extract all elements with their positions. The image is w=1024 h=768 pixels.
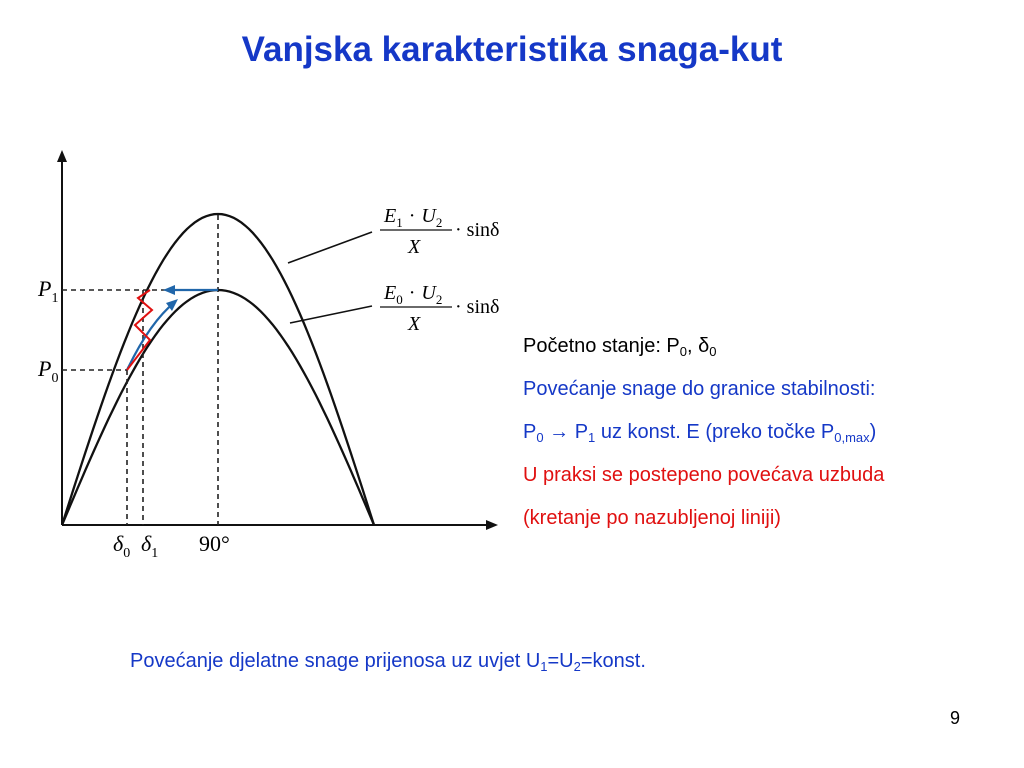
x-axis-arrow (486, 520, 498, 530)
upper-formula-leader (288, 232, 372, 263)
svg-text:X: X (408, 236, 421, 258)
note-jagged-line: (kretanje po nazubljenoj liniji) (523, 507, 781, 529)
svg-text:E1·U2: $E_1 \cdot U_2$ (384, 205, 443, 230)
svg-text:· sinδ: · sinδ (455, 219, 500, 241)
svg-text:E0·U2: $E_0 \cdot U_2$ (384, 282, 443, 307)
note-excitation-practice: U praksi se postepeno povećava uzbuda (523, 464, 885, 486)
note-p0-to-p1: $P_0 \to P_1$ uz konst. E (preko točke $P_{0,max}$) (523, 421, 877, 445)
y-axis-arrow (57, 150, 67, 162)
delta0-label: $\delta_0$ (113, 531, 131, 561)
path-arrowhead-left (163, 285, 175, 295)
p0-label: $P_0$ (38, 356, 59, 386)
lower-formula (380, 282, 499, 335)
svg-text:· sinδ: · sinδ (455, 296, 500, 318)
page-number: 9 (950, 708, 961, 728)
slide-title: Vanjska karakteristika snaga-kut (241, 30, 783, 69)
explanation-notes (523, 332, 1003, 547)
note-initial-state: Početno stanje: $P_0$, $\delta_0$ (523, 335, 717, 359)
delta1-label: $\delta_1$ (141, 531, 159, 561)
svg-text:X: X (408, 313, 421, 335)
p1-label: $P_1$ (38, 276, 59, 306)
upper-formula (380, 205, 499, 258)
ninety-degree-label: 90° (199, 531, 230, 556)
note-power-increase: Povećanje snage do granice stabilnosti: (523, 378, 876, 400)
lower-formula-leader (290, 306, 372, 323)
footer-statement: Povećanje djelatne snage prijenosa uz uvjet $U_1=U_2=konst$. (130, 650, 646, 674)
